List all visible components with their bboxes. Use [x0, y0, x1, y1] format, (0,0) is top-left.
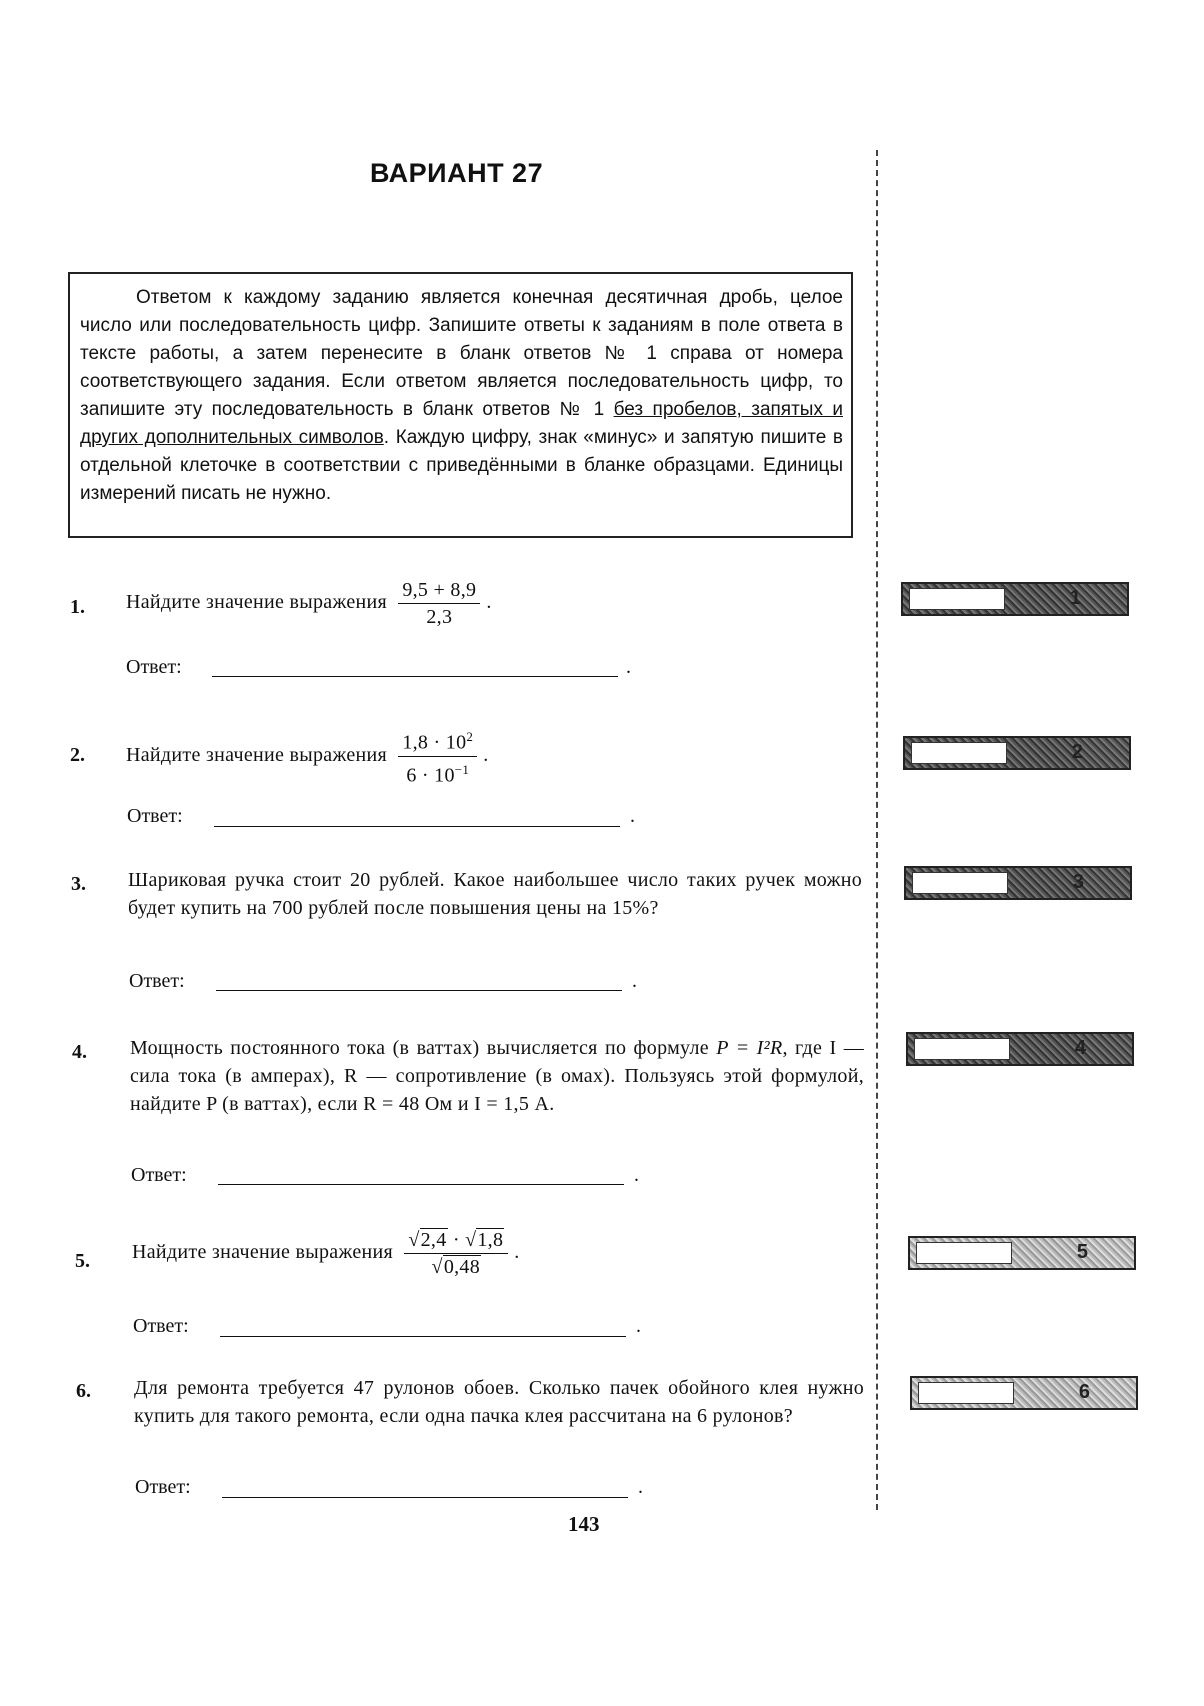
task-1-answer-cell — [909, 588, 1005, 610]
task-4-mark-number: 4 — [1074, 1037, 1086, 1059]
task-5-answer-dot: . — [636, 1315, 641, 1337]
instruction-underlined: без пробелов, запятых и других дополнительных символов — [80, 399, 843, 448]
task-4-text-a: Мощность постоянного тока (в ваттах) вычисляется по формуле — [130, 1037, 717, 1059]
task-5-rad-3: 0,48 — [443, 1256, 481, 1278]
task-5-text: Найдите значение выражения $\frac{√2,4 \cdot √1,8}{√0,48}$ . — [132, 1229, 520, 1278]
task-1-mark-number: 1 — [1069, 587, 1081, 609]
task-1-denominator: 2,3 — [426, 606, 453, 628]
task-2-mark-number: 2 — [1071, 741, 1083, 763]
task-5-mark-number: 5 — [1076, 1241, 1088, 1263]
task-1-answer-label: Ответ: — [126, 656, 182, 678]
instruction-text — [80, 284, 843, 508]
task-4-answer-dot: . — [634, 1164, 639, 1186]
task-5-answer-sheet-box — [908, 1236, 1136, 1270]
task-1-numerator: 9,5 + 8,9 — [398, 578, 480, 604]
instruction-part1: Ответом к каждому заданию является конечная десятичная дробь, целое число или последовательность цифр. Запишите ответы к заданиям в поле ответа в тексте работы, а затем перенесите в бланк ответов № 1 справа от номера соответствующего задания. Если ответом является последовательность цифр, то запишите эту последовательность в бланк ответов № 1 — [80, 287, 843, 420]
task-5-answer-cell — [916, 1242, 1012, 1264]
task-1-number: 1. — [70, 596, 85, 618]
task-5-denominator — [404, 1254, 508, 1279]
task-5-number: 5. — [75, 1250, 90, 1272]
task-2-answer-sheet-box — [903, 736, 1131, 770]
task-2-den-base: 6 · 10 — [406, 764, 455, 787]
task-2-prompt: Найдите значение выражения — [126, 743, 388, 766]
task-6-answer-field[interactable] — [222, 1497, 628, 1498]
sqrt-symbol-1: √2,4 — [408, 1229, 447, 1251]
task-4-answer-field[interactable] — [218, 1184, 624, 1185]
task-6-answer-label: Ответ: — [135, 1476, 191, 1498]
task-4-answer-cell — [914, 1038, 1010, 1060]
instruction-part2: . Каждую цифру, знак «минус» и запятую пишите в отдельной клеточке в соответствии с приведёнными в бланке образцами. Единицы измерений писать не нужно. — [80, 427, 843, 504]
page-title: ВАРИАНТ 27 — [370, 158, 544, 188]
task-5-numerator: √2,4 · √1,8 — [404, 1228, 508, 1254]
task-1-prompt: Найдите значение выражения — [126, 591, 388, 614]
task-2-answer-cell — [911, 742, 1007, 764]
task-6-mark-number: 6 — [1078, 1381, 1090, 1403]
page-number: 143 — [568, 1512, 600, 1536]
cut-line — [876, 150, 878, 1510]
task-6-answer-sheet-box — [910, 1376, 1138, 1410]
task-2-answer-label: Ответ: — [127, 805, 183, 827]
task-4-number: 4. — [72, 1041, 87, 1063]
task-3-mark-number: 3 — [1072, 871, 1084, 893]
task-3-number: 3. — [71, 873, 86, 895]
task-1-fraction — [398, 578, 480, 629]
task-3-answer-cell — [912, 872, 1008, 894]
task-6-text: Для ремонта требуется 47 рулонов обоев. Сколько пачек обойного клея нужно купить для такого ремонта, если одна пачка клея рассчитана на 6 рулонов? — [134, 1377, 864, 1427]
task-5-answer-field[interactable] — [220, 1336, 626, 1337]
task-4-answer-label: Ответ: — [131, 1164, 187, 1186]
task-2-den-exp: −1 — [454, 761, 470, 777]
task-6-number: 6. — [76, 1380, 91, 1402]
task-3-answer-label: Ответ: — [129, 970, 185, 992]
task-2-num-exp: 2 — [466, 729, 474, 744]
task-2-num-base: 1,8 · 10 — [402, 731, 467, 754]
task-5-answer-label: Ответ: — [133, 1315, 189, 1337]
task-3-answer-dot: . — [632, 970, 637, 992]
task-4-formula: P = I²R — [716, 1037, 783, 1059]
task-1-answer-dot: . — [626, 656, 631, 678]
task-5-fraction — [404, 1228, 508, 1279]
task-6-answer-cell — [918, 1382, 1014, 1404]
task-1-answer-field[interactable] — [212, 676, 618, 677]
task-2-number: 2. — [70, 744, 85, 766]
task-1-text: Найдите значение выражения $\frac{9,5 + 8,9}{2,3}$ . — [126, 579, 492, 628]
task-2-fraction — [398, 725, 477, 787]
task-2-text: Найдите значение выражения $\frac{1,8 \cdot 10^2}{6 \cdot 10^{-1}}$ . — [126, 725, 826, 787]
task-5-rad-1: 2,4 — [420, 1229, 447, 1251]
task-3-answer-sheet-box — [904, 866, 1132, 900]
task-4-text — [130, 1034, 864, 1118]
task-2-numerator — [398, 725, 477, 757]
task-3-text: Шариковая ручка стоит 20 рублей. Какое наибольшее число таких ручек можно будет купить на 700 рублей после повышения цены на 15%? — [128, 869, 862, 919]
task-3-answer-field[interactable] — [216, 990, 622, 991]
task-4-text-b: , где I — сила тока (в амперах), R — сопротивление (в омах). Пользуясь этой формулой, найдите P (в ваттах), если R = 48 Ом и I = 1,5 А. — [130, 1037, 865, 1115]
sqrt-symbol-3: √0,48 — [431, 1256, 481, 1278]
sqrt-symbol-2: √1,8 — [465, 1229, 504, 1251]
task-2-answer-field[interactable] — [214, 826, 620, 827]
task-5-prompt: Найдите значение выражения — [132, 1241, 394, 1264]
task-2-denominator — [398, 757, 477, 788]
task-2-answer-dot: . — [630, 805, 635, 827]
task-4-answer-sheet-box — [906, 1032, 1134, 1066]
instruction-box — [68, 272, 853, 538]
task-1-answer-sheet-box — [901, 582, 1129, 616]
task-6-answer-dot: . — [638, 1476, 643, 1498]
task-5-rad-2: 1,8 — [477, 1229, 504, 1251]
